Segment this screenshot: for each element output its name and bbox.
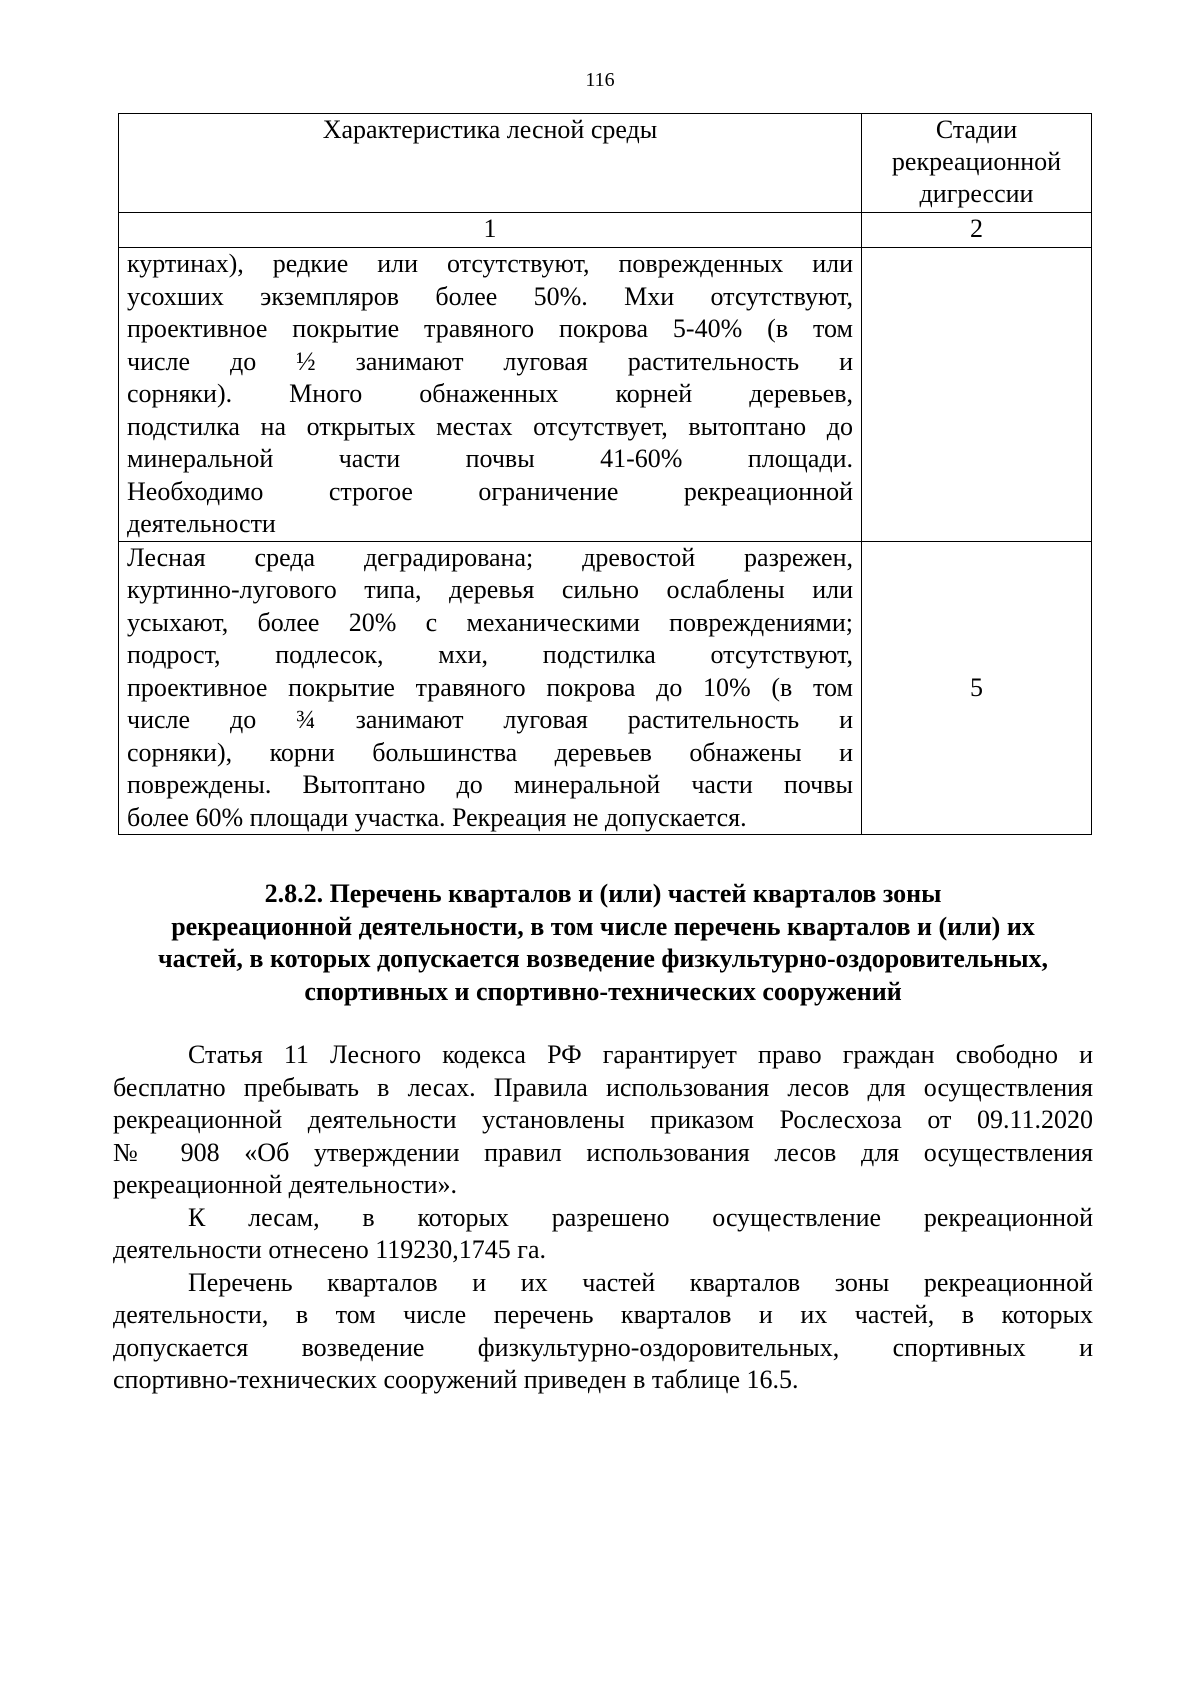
header-digression-stages (862, 114, 1092, 213)
table-row (119, 541, 1092, 835)
table-header-row (119, 114, 1092, 213)
paragraph (113, 1039, 1093, 1202)
header-stage-line: рекреационной (891, 147, 1062, 176)
header-stage-line: дигрессии (919, 179, 1034, 208)
paragraph (113, 1202, 1093, 1267)
text-line: числе до ¾ занимают луговая растительность и (127, 705, 853, 734)
text-line: проективное покрытие травяного покрова до 10% (в том (127, 672, 853, 702)
text-line: числе до ½ занимают луговая растительность и (127, 346, 853, 376)
text-line: усыхают, более 20% с механическими повреждениями; (127, 607, 853, 637)
column-number-1: 1 (119, 213, 862, 248)
text-line: К лесам, в которых разрешено осуществление рекреационной (188, 1202, 1093, 1232)
text-line: деятельности (127, 509, 276, 538)
text-line: повреждены. Вытоптано до минеральной части почвы (127, 770, 853, 799)
page-number: 116 (585, 69, 615, 91)
row-stage (862, 248, 1092, 542)
text-line: подстилка на открытых местах отсутствует, вытоптано до (127, 411, 853, 441)
column-number-2: 2 (862, 213, 1092, 248)
text-line: Необходимо строгое ограничение рекреационной (127, 476, 853, 506)
row-description (119, 248, 862, 542)
text-line: куртинно-лугового типа, деревья сильно ослаблены или (127, 575, 853, 604)
text-line: рекреационной деятельности установлены приказом Рослесхоза от 09.11.2020 (113, 1105, 1093, 1134)
text-line: рекреационной деятельности». (113, 1170, 457, 1199)
header-forest-characteristics: Характеристика лесной среды (119, 114, 862, 213)
heading-line: 2.8.2. Перечень кварталов и (или) частей кварталов зоны (264, 879, 942, 908)
text-line: Перечень кварталов и их частей кварталов зоны рекреационной (188, 1267, 1093, 1297)
text-line: более 60% площади участка. Рекреация не допускается. (127, 802, 747, 832)
text-line: № 908 «Об утверждении правил использования лесов для осуществления (113, 1137, 1093, 1167)
column-number-row (119, 213, 1092, 248)
text-line: допускается возведение физкультурно-оздоровительных, спортивных и (113, 1332, 1093, 1362)
text-line: деятельности отнесено 119230,1745 га. (113, 1235, 547, 1264)
header-stage-line: Стадии (935, 115, 1018, 144)
text-line: усохших экземпляров более 50%. Мхи отсутствуют, (127, 281, 853, 311)
text-line: Лесная среда деградирована; древостой разрежен, (127, 542, 853, 572)
text-line: Статья 11 Лесного кодекса РФ гарантирует право граждан свободно и (188, 1040, 1093, 1069)
text-line: спортивно-технических сооружений приведен в таблице 16.5. (113, 1365, 799, 1394)
text-line: сорняки), корни большинства деревьев обнажены и (127, 737, 853, 767)
text-line: деятельности, в том числе перечень кварталов и их частей, в которых (113, 1300, 1093, 1329)
text-line: сорняки). Много обнаженных корней деревьев, (127, 379, 853, 408)
row-stage: 5 (862, 541, 1092, 835)
row-description (119, 541, 862, 835)
heading-line: спортивных и спортивно-технических сооружений (304, 976, 902, 1006)
section-body (113, 1039, 1093, 1397)
heading-line: частей, в которых допускается возведение физкультурно-оздоровительных, (157, 944, 1049, 973)
heading-line: рекреационной деятельности, в том числе перечень кварталов и (или) их (171, 911, 1035, 941)
table-row (119, 248, 1092, 542)
text-line: подрост, подлесок, мхи, подстилка отсутствуют, (127, 640, 853, 669)
text-line: бесплатно пребывать в лесах. Правила использования лесов для осуществления (113, 1072, 1093, 1102)
text-line: проективное покрытие травяного покрова 5-40% (в том (127, 314, 853, 343)
section-heading (113, 878, 1093, 1008)
paragraph (113, 1267, 1093, 1397)
text-line: куртинах), редкие или отсутствуют, поврежденных или (127, 249, 853, 278)
text-line: минеральной части почвы 41-60% площади. (127, 444, 853, 473)
recreation-stages-table (118, 113, 1092, 835)
